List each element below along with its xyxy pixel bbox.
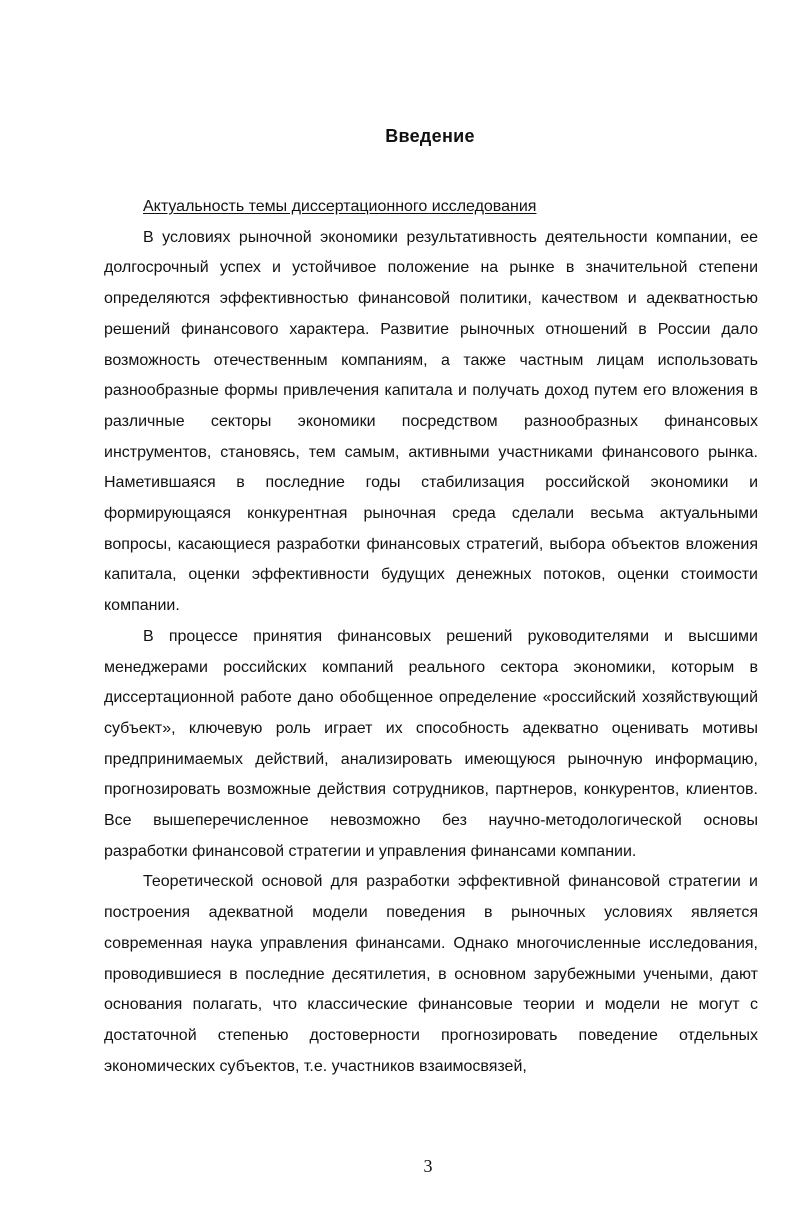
page-title: Введение — [385, 126, 475, 146]
page-number: 3 — [423, 1156, 433, 1176]
paragraph-2: В процессе принятия финансовых решений руководителями и высшими менеджерами российских компаний реального сектора экономики, которым в диссертационной работе дано обобщенное определение «российский хозяйствующий субъект», ключевую роль играет их способность адекватно оценивать мотивы предпринимаемых действий, анализировать имеющуюся рыночную информацию, прогнозировать возможные действия сотрудников, партнеров, конкурентов, клиентов. Все вышеперечисленное невозможно без научно-методологической основы разработки финансовой стратегии и управления финансами компании. — [104, 627, 758, 860]
document-body — [104, 192, 758, 1082]
paragraph-3: Теоретической основой для разработки эффективной финансовой стратегии и построения адекватной модели поведения в рыночных условиях является современная наука управления финансами. Однако многочисленные исследования, проводившиеся в последние десятилетия, в основном зарубежными учеными, дают основания полагать, что классические финансовые теории и модели не могут с достаточной степенью достоверности прогнозировать поведение отдельных экономических субъектов, т.е. участников взаимосвязей, — [104, 873, 758, 1075]
section-subtitle: Актуальность темы диссертационного исследования — [143, 198, 537, 215]
paragraph-1: В условиях рыночной экономики результативность деятельности компании, ее долгосрочный успех и устойчивое положение на рынке в значительной степени определяются эффективностью финансовой политики, качеством и адекватностью решений финансового характера. Развитие рыночных отношений в России дало возможность отечественным компаниям, а также частным лицам использовать разнообразные формы привлечения капитала и получать доход путем его вложения в различные секторы экономики посредством разнообразных финансовых инструментов, становясь, тем самым, активными участниками финансового рынка. Наметившаяся в последние годы стабилизация российской экономики и формирующаяся конкурентная рыночная среда сделали весьма актуальными вопросы, касающиеся разработки финансовых стратегий, выбора объектов вложения капитала, оценки эффективности будущих денежных потоков, оценки стоимости компании. — [104, 228, 758, 615]
